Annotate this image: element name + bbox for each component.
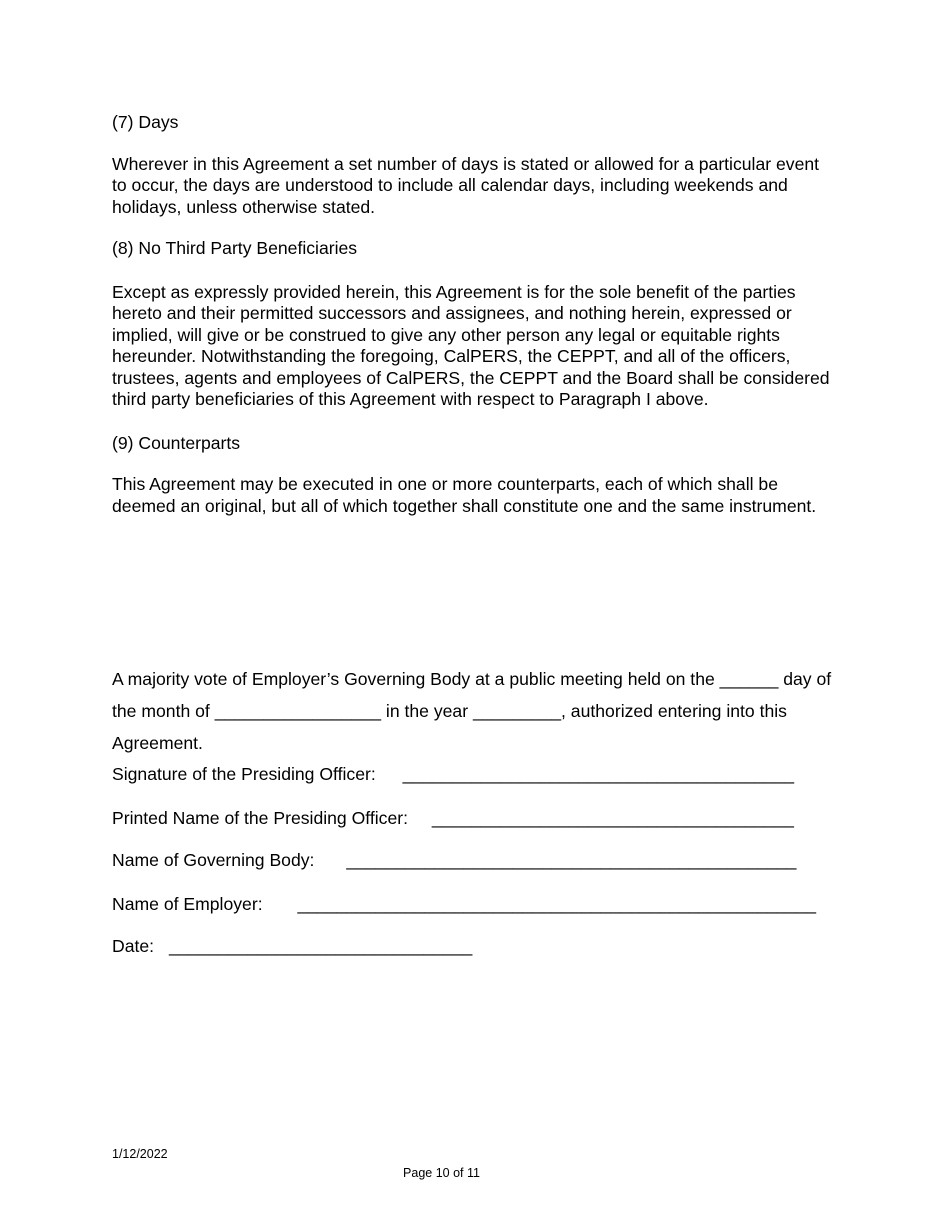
governing-body-label: Name of Governing Body: bbox=[112, 850, 315, 870]
date-field bbox=[112, 935, 472, 957]
section-body-counterparts: This Agreement may be executed in one or more counterparts, each of which shall be deemed an original, but all of which together shall constitute one and the same instrument. bbox=[112, 474, 817, 516]
section-body-no-third-party-beneficiaries: Except as expressly provided herein, this Agreement is for the sole benefit of the parties hereto and their permitted successors and assignees, and nothing herein, expressed or implied, will give or be construed to give any other person any legal or equitable rights hereunder. Notwithstanding the foregoing, CalPERS, the CEPPT, and all of the officers, trustees, agents and employees of CalPERS, the CEPPT and the Board shall be considered third party beneficiaries of this Agreement with respect to Paragraph I above. bbox=[112, 281, 830, 409]
employer-line[interactable]: _____________________________________________________ bbox=[297, 894, 817, 914]
governing-body-line[interactable]: ______________________________________________ bbox=[346, 850, 797, 870]
signature-line[interactable]: ________________________________________ bbox=[402, 764, 795, 784]
date-label: Date: bbox=[112, 936, 155, 956]
printed-name-line[interactable]: _____________________________________ bbox=[431, 808, 794, 828]
employer-field bbox=[112, 893, 816, 915]
footer-revision-date: 1/12/2022 bbox=[112, 1147, 168, 1161]
date-line[interactable]: _______________________________ bbox=[168, 936, 473, 956]
section-heading-no-third-party-beneficiaries: (8) No Third Party Beneficiaries bbox=[112, 238, 358, 258]
governing-body-vote-statement: A majority vote of Employer’s Governing Body at a public meeting held on the ______ day of the month of _________________ in the year _________, authorized entering into this Agreement. bbox=[112, 668, 832, 753]
printed-name-field bbox=[112, 807, 794, 829]
footer-page-number: Page 10 of 11 bbox=[403, 1166, 480, 1180]
signature-field bbox=[112, 763, 794, 785]
printed-name-label: Printed Name of the Presiding Officer: bbox=[112, 808, 408, 828]
agreement-sections bbox=[112, 112, 838, 517]
signature-label: Signature of the Presiding Officer: bbox=[112, 764, 376, 784]
section-heading-counterparts: (9) Counterparts bbox=[112, 432, 241, 453]
employer-label: Name of Employer: bbox=[112, 894, 263, 914]
governing-body-field bbox=[112, 849, 796, 871]
section-heading-days: (7) Days bbox=[112, 112, 179, 132]
section-body-days: Wherever in this Agreement a set number of days is stated or allowed for a particular event to occur, the days are understood to include all calendar days, including weekends and holidays, unless otherwise stated. bbox=[112, 153, 820, 217]
